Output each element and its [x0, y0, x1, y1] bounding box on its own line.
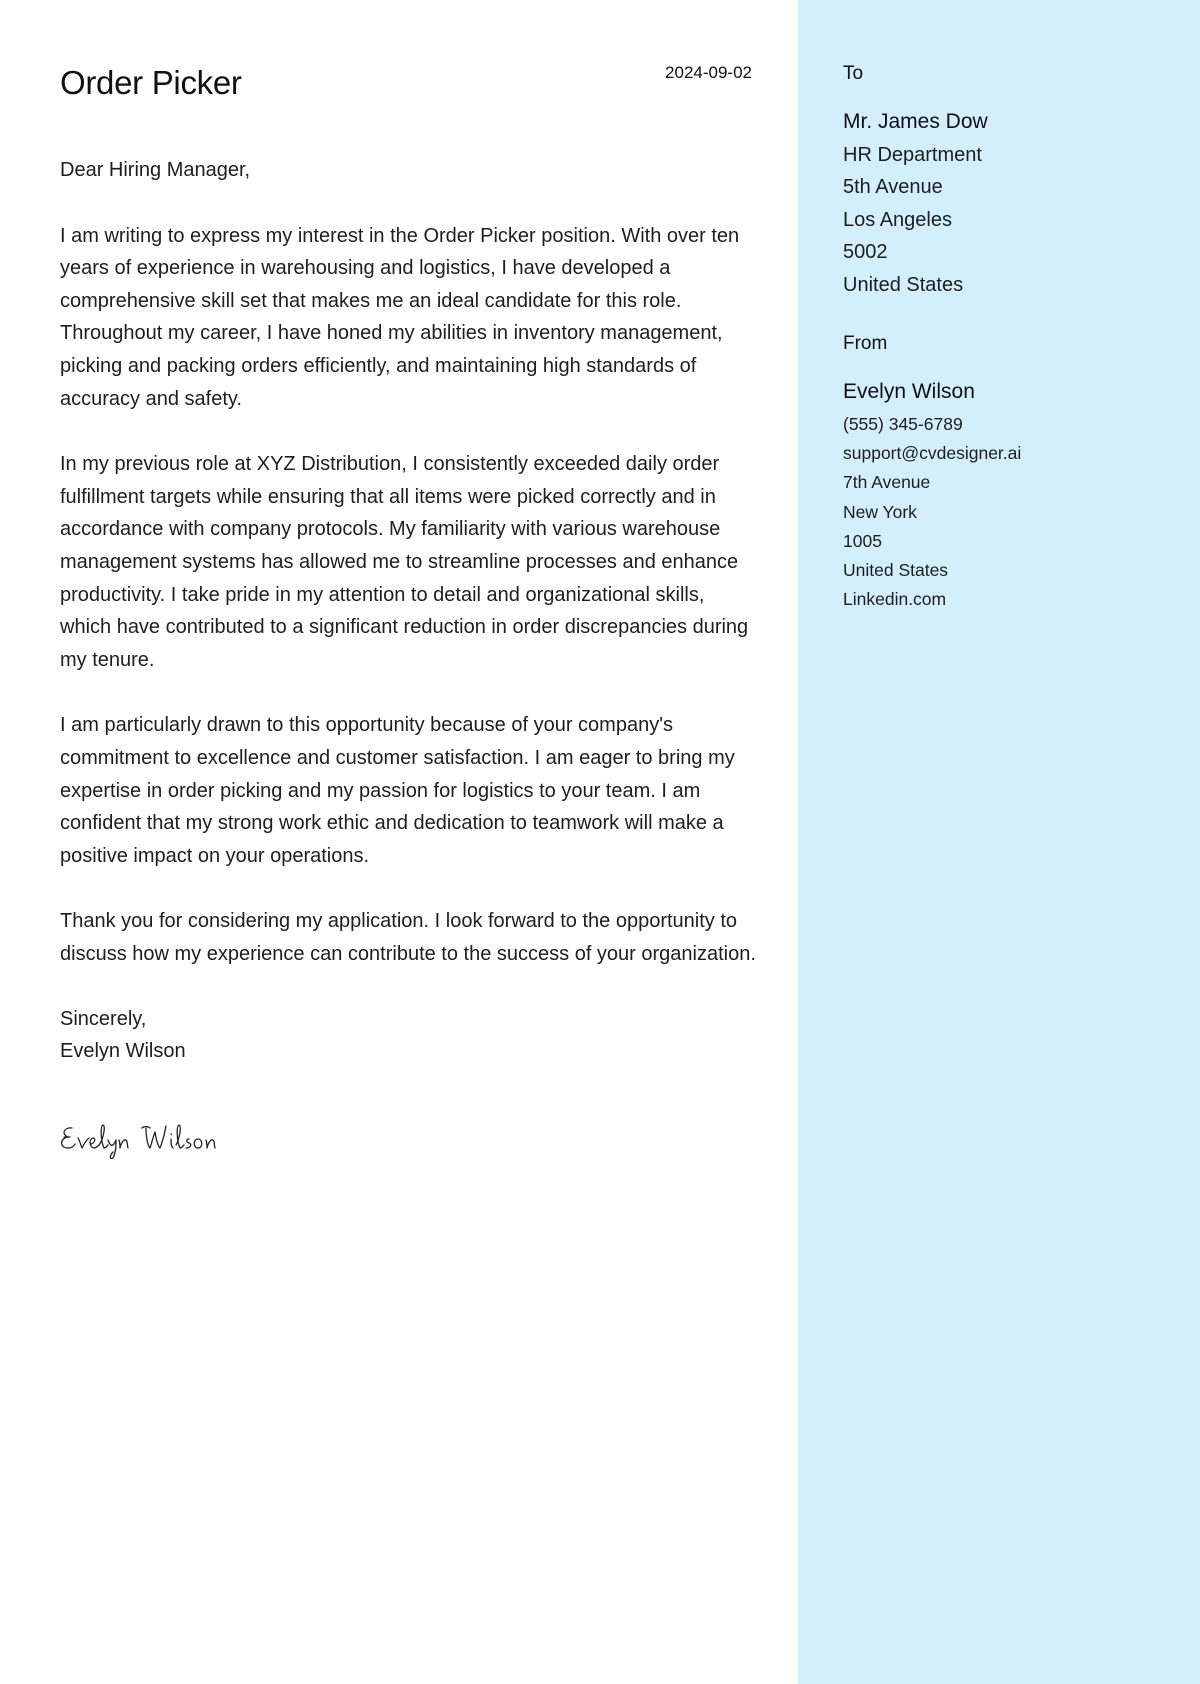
paragraph-4: Thank you for considering my application. I look forward to the opportunity to discuss how my experience can contribute to the success of your organization.: [60, 910, 756, 965]
recipient-block: [843, 106, 988, 302]
recipient-department: HR Department: [843, 143, 982, 166]
sender-email[interactable]: support@cvdesigner.ai: [843, 443, 1022, 464]
to-label: To: [843, 63, 864, 84]
salutation: Dear Hiring Manager,: [60, 159, 251, 181]
letter-body: [60, 154, 760, 1067]
letter-date: 2024-09-02: [665, 63, 752, 82]
recipient-street: 5th Avenue: [843, 176, 943, 199]
sender-city: New York: [843, 501, 917, 522]
sender-country: United States: [843, 560, 949, 581]
from-label: From: [843, 333, 888, 354]
sender-block: [843, 376, 1021, 614]
recipient-city: Los Angeles: [843, 208, 952, 231]
sender-name: Evelyn Wilson: [843, 380, 975, 403]
sender-phone: (555) 345-6789: [843, 414, 963, 434]
sender-zip: 1005: [843, 530, 882, 551]
job-title: Order Picker: [60, 64, 242, 101]
signer-name: Evelyn Wilson: [60, 1040, 186, 1063]
sender-street: 7th Avenue: [843, 472, 931, 493]
recipient-country: United States: [843, 273, 964, 296]
handwritten-signature: [58, 1118, 298, 1162]
closing-text: Sincerely,: [60, 1008, 147, 1031]
sender-website[interactable]: Linkedin.com: [843, 589, 947, 610]
recipient-zip: 5002: [843, 241, 888, 264]
paragraph-2: In my previous role at XYZ Distribution, I consistently exceeded daily order fulfillment targets while ensuring that all items were picked correctly and in accordance with company protocols. My familiarity with various warehouse management systems has allowed me to streamline processes and enhance productivity. I take pride in my attention to detail and organizational skills, which have contributed to a significant reduction in order discrepancies during my tenure.: [60, 453, 749, 671]
paragraph-1: I am writing to express my interest in the Order Picker position. With over ten years of experience in warehousing and logistics, I have developed a comprehensive skill set that makes me an ideal candidate for this role. Throughout my career, I have honed my abilities in inventory management, picking and packing orders efficiently, and maintaining high standards of accuracy and safety.: [60, 224, 740, 410]
paragraph-3: I am particularly drawn to this opportunity because of your company's commitment to excellence and customer satisfaction. I am eager to bring my expertise in order picking and my passion for logistics to your team. I am confident that my strong work ethic and dedication to teamwork will make a positive impact on your operations.: [60, 714, 735, 867]
closing-block: [60, 1003, 760, 1067]
recipient-name: Mr. James Dow: [843, 110, 988, 133]
